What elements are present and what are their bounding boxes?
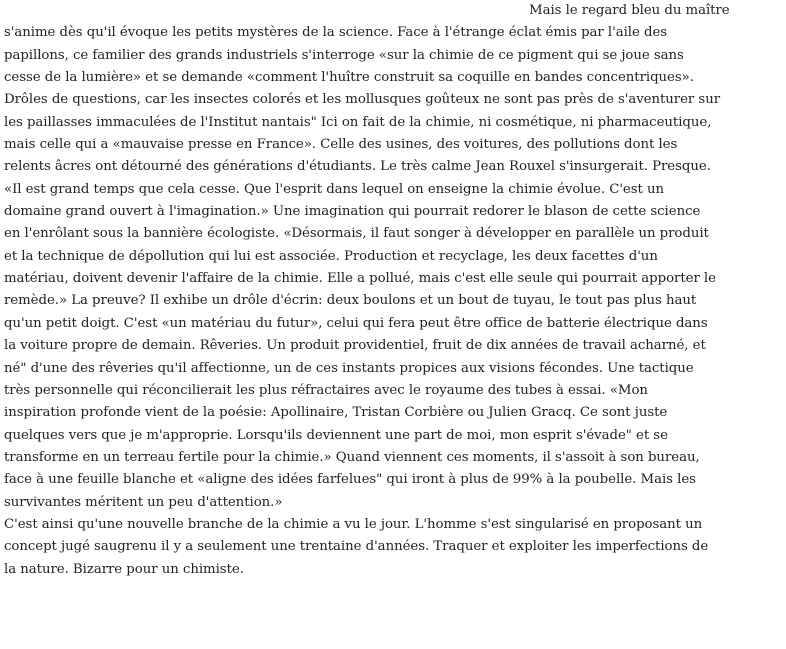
text-line: s'anime dès qu'il évoque les petits mystères de la science. Face à l'étrange éclat émis par l'aile des [4, 25, 668, 41]
text-line: transforme en un terreau fertile pour la chimie.» Quand viennent ces moments, il s'assoit à son bureau, [4, 449, 700, 465]
paragraph-1 [4, 0, 784, 514]
text-line: Drôles de questions, car les insectes colorés et les mollusques goûteux ne sont pas près de s'aventurer sur [4, 92, 721, 108]
text-line: papillons, ce familier des grands industriels s'interroge «sur la chimie de ce pigment qui se joue sans [4, 47, 684, 63]
text-line: la voiture propre de demain. Rêveries. Un produit providentiel, fruit de dix années de travail acharné, et [4, 338, 706, 354]
text-line: quelques vers que je m'approprie. Lorsqu'ils deviennent une part de moi, mon esprit s'évade" et se [4, 427, 668, 443]
text-line: qu'un petit doigt. C'est «un matériau du futur», celui qui fera peut être office de batterie électrique dans [4, 315, 708, 331]
text-line: survivantes méritent un peu d'attention.» [4, 494, 283, 510]
text-line: et la technique de dépollution qui lui est associée. Production et recyclage, les deux facettes d'un [4, 248, 658, 264]
text-line: né" d'une des rêveries qu'il affectionne, un de ces instants propices aux visions fécondes. Une tactique [4, 360, 694, 376]
text-line: Mais le regard bleu du maître [529, 3, 730, 18]
text-line: domaine grand ouvert à l'imagination.» Une imagination qui pourrait redorer le blason de cette science [4, 204, 701, 220]
text-line: inspiration profonde vient de la poésie: Apollinaire, Tristan Corbière ou Julien Gracq. Ce sont juste [4, 405, 668, 421]
text-line: matériau, doivent devenir l'affaire de la chimie. Elle a pollué, mais c'est elle seule qui pourrait apporter le [4, 271, 716, 287]
text-line: face à une feuille blanche et «aligne des idées farfelues" qui iront à plus de 99% à la poubelle. Mais les [4, 472, 696, 488]
text-line: relents âcres ont détourné des générations d'étudiants. Le très calme Jean Rouxel s'insurgerait. Presque. [4, 159, 711, 175]
text-line: cesse de la lumière» et se demande «comment l'huître construit sa coquille en bandes concentriques». [4, 70, 694, 86]
article-body [4, 0, 784, 581]
text-line: très personnelle qui réconcilierait les plus réfractaires avec le royaume des tubes à essai. «Mon [4, 382, 648, 398]
text-line: les paillasses immaculées de l'Institut nantais" Ici on fait de la chimie, ni cosmétique, ni pharmaceutique, [4, 114, 712, 130]
text-line: en l'enrôlant sous la bannière écologiste. «Désormais, il faut songer à développer en parallèle un produit [4, 226, 709, 242]
paragraph-2 [4, 514, 784, 581]
text-line: «Il est grand temps que cela cesse. Que l'esprit dans lequel on enseigne la chimie évolue. C'est un [4, 181, 665, 197]
text-line: concept jugé saugrenu il y a seulement une trentaine d'années. Traquer et exploiter les imperfections de [4, 539, 709, 555]
text-line: mais celle qui a «mauvaise presse en France». Celle des usines, des voitures, des pollutions dont les [4, 137, 678, 153]
text-line: la nature. Bizarre pour un chimiste. [4, 561, 244, 577]
text-line: C'est ainsi qu'une nouvelle branche de la chimie a vu le jour. L'homme s'est singularisé en proposant un [4, 516, 703, 532]
text-line: remède.» La preuve? Il exhibe un drôle d'écrin: deux boulons et un bout de tuyau, le tout pas plus haut [4, 293, 697, 309]
